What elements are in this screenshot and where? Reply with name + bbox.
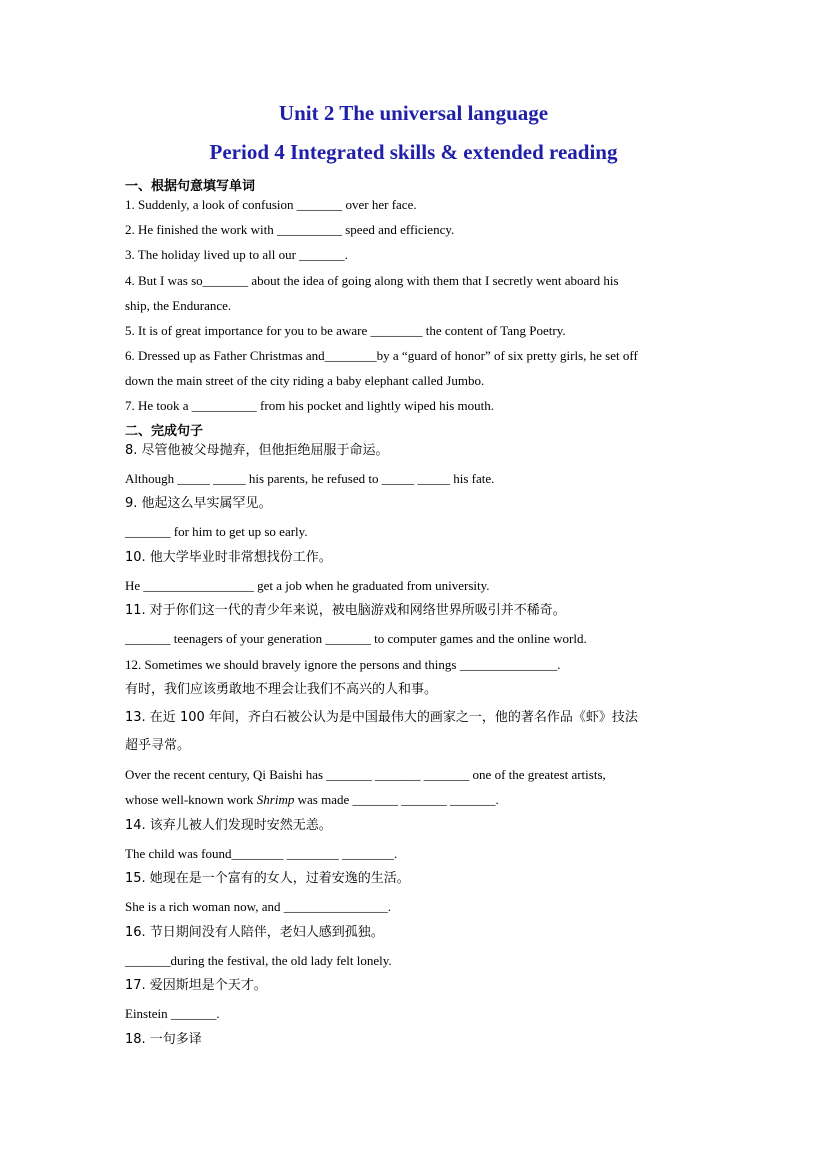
s1-item-2: 2. He finished the work with __________ speed and efficiency. [125, 222, 455, 237]
q13-chinese-2: 超乎寻常。 [125, 738, 191, 753]
section2-heading: 二、完成句子 [125, 424, 204, 439]
q8-english: Although _____ _____ his parents, he refused to _____ _____ his fate. [125, 471, 495, 486]
q16-english: _______during the festival, the old lady felt lonely. [125, 953, 392, 968]
s1-item-3: 3. The holiday lived up to all our _______. [125, 247, 348, 262]
q9-english: _______ for him to get up so early. [125, 524, 308, 539]
q12-english: 12. Sometimes we should bravely ignore the persons and things _______________. [125, 657, 561, 672]
q16-chinese: 16. 节日期间没有人陪伴，老妇人感到孤独。 [125, 925, 384, 940]
q13-work-title: Shrimp [256, 792, 295, 807]
s1-item-6b: down the main street of the city riding a baby elephant called Jumbo. [125, 373, 485, 388]
s1-item-4b: ship, the Endurance. [125, 298, 232, 313]
s1-item-5: 5. It is of great importance for you to be aware ________ the content of Tang Poetry. [125, 323, 566, 338]
s1-item-6a: 6. Dressed up as Father Christmas and________by a “guard of honor” of six pretty girls, he set off [125, 348, 638, 363]
s1-item-1: 1. Suddenly, a look of confusion _______ over her face. [125, 197, 417, 212]
q8-chinese: 8. 尽管他被父母抛弃，但他拒绝屈服于命运。 [125, 443, 389, 458]
section1-heading: 一、根据句意填写单词 [125, 179, 256, 194]
q9-chinese: 9. 他起这么早实属罕见。 [125, 496, 272, 511]
q13-english-2-a: whose well-known work [125, 792, 257, 807]
q15-english: She is a rich woman now, and ________________. [125, 899, 391, 914]
q14-english: The child was found________ ________ ________. [125, 846, 398, 861]
s1-item-7: 7. He took a __________ from his pocket and lightly wiped his mouth. [125, 398, 495, 413]
q11-chinese: 11. 对于你们这一代的青少年来说，被电脑游戏和网络世界所吸引并不稀奇。 [125, 603, 566, 618]
q10-english: He _________________ get a job when he graduated from university. [125, 578, 490, 593]
q12-chinese: 有时，我们应该勇敢地不理会让我们不高兴的人和事。 [125, 682, 438, 697]
page-subtitle: Period 4 Integrated skills & extended reading [209, 140, 618, 164]
q17-english: Einstein _______. [125, 1006, 220, 1021]
q18-chinese: 18. 一句多译 [125, 1032, 202, 1047]
q11-english: _______ teenagers of your generation _______ to computer games and the online world. [125, 631, 587, 646]
q13-english-1: Over the recent century, Qi Baishi has _______ _______ _______ one of the greatest artists, [125, 767, 606, 782]
q13-english-2-c: was made _______ _______ _______. [294, 792, 499, 807]
q17-chinese: 17. 爱因斯坦是个天才。 [125, 978, 267, 993]
q13-chinese-1: 13. 在近 100 年间，齐白石被公认为是中国最伟大的画家之一，他的著名作品《虾》技法 [125, 710, 638, 725]
q15-chinese: 15. 她现在是一个富有的女人，过着安逸的生活。 [125, 871, 410, 886]
s1-item-4a: 4. But I was so_______ about the idea of going along with them that I secretly went aboard his [125, 273, 619, 288]
page-title: Unit 2 The universal language [278, 101, 549, 125]
q14-chinese: 14. 该弃儿被人们发现时安然无恙。 [125, 818, 332, 833]
q10-chinese: 10. 他大学毕业时非常想找份工作。 [125, 550, 332, 565]
q13-english-2 [125, 792, 499, 808]
